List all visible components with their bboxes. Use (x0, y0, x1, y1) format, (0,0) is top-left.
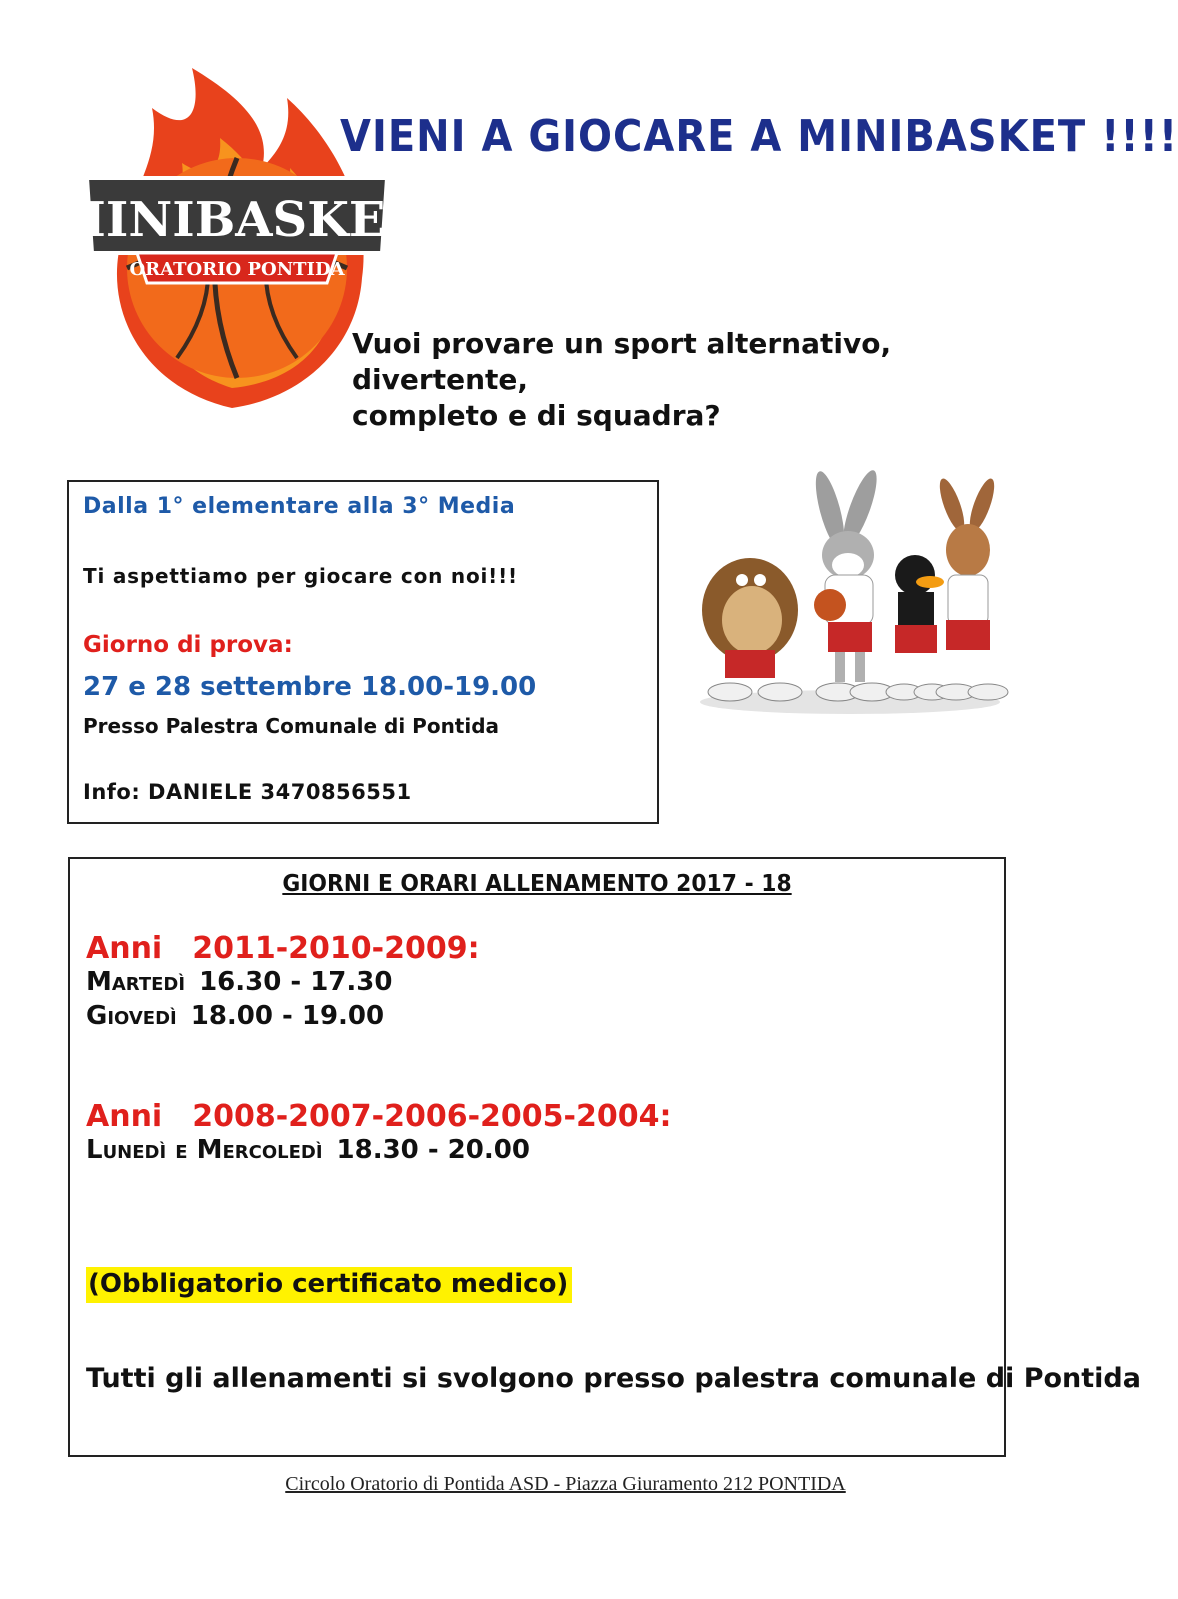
logo-title: MINIBASKET (52, 192, 422, 248)
group-1-label (86, 931, 480, 966)
group-1-slot-2 (86, 1001, 384, 1031)
slot-time: 16.30 - 17.30 (199, 967, 393, 997)
group-2-label (86, 1099, 672, 1134)
schedule-box (68, 857, 1141, 1457)
footer-address: Circolo Oratorio di Pontida ASD - Piazza Giuramento 212 PONTIDA (285, 1473, 846, 1495)
trial-place: Presso Palestra Comunale di Pontida (83, 714, 500, 738)
question-line-2: completo e di squadra? (352, 399, 721, 432)
slot-time: 18.00 - 19.00 (190, 1001, 385, 1031)
trial-dates: 27 e 28 settembre 18.00-19.00 (83, 672, 537, 702)
group-2-years: 2008-2007-2006-2005-2004: (192, 1099, 672, 1134)
cartoon-characters-image (690, 470, 1010, 720)
medical-certificate-notice: (Obbligatorio certificato medico) (86, 1267, 572, 1303)
info-title: Dalla 1° elementare alla 3° Media (83, 494, 516, 519)
trial-label: Giorno di prova: (83, 632, 293, 658)
schedule-title: GIORNI E ORARI ALLENAMENTO 2017 - 18 (282, 871, 792, 897)
group-2-prefix: Anni (86, 1099, 163, 1134)
headline: VIENI A GIOCARE A MINIBASKET !!!! (340, 112, 1178, 162)
group-1-years: 2011-2010-2009: (192, 931, 480, 966)
info-wait: Ti aspettiamo per giocare con noi!!! (83, 564, 518, 588)
question-line-1: Vuoi provare un sport alternativo, divertente, (352, 327, 892, 396)
logo-subtitle: ORATORIO PONTIDA (129, 259, 345, 280)
group-2-slot-1 (86, 1135, 530, 1165)
slot-day: Lunedì e Mercoledì (86, 1135, 323, 1165)
slot-day: Martedì (86, 967, 186, 997)
slot-time: 18.30 - 20.00 (336, 1135, 530, 1165)
contact-info: Info: DANIELE 3470856551 (83, 780, 412, 804)
group-1-prefix: Anni (86, 931, 163, 966)
question-text (352, 326, 1032, 434)
cartoon-characters-icon (690, 470, 1010, 720)
group-1-slot-1 (86, 967, 392, 997)
info-box (67, 480, 659, 824)
location-note: Tutti gli allenamenti si svolgono presso palestra comunale di Pontida (86, 1363, 1141, 1394)
slot-day: Giovedì (86, 1001, 177, 1031)
